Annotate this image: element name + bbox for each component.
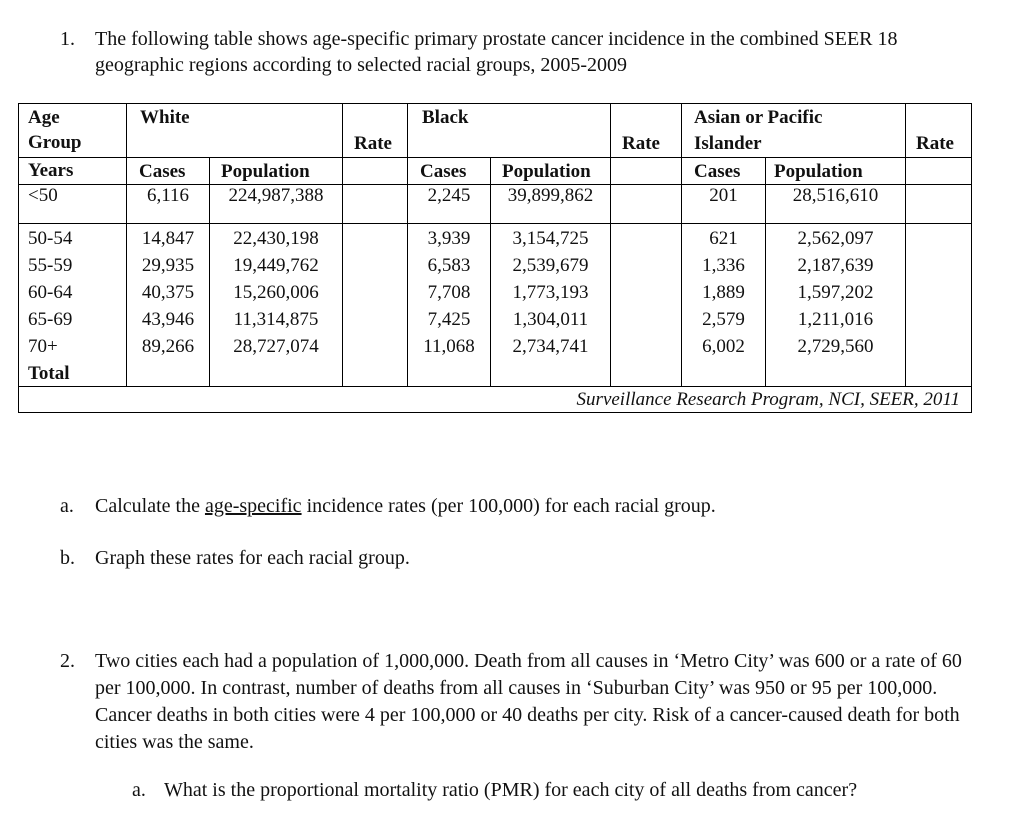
row-age: 50-54 xyxy=(28,228,73,249)
black-cases: 7,708 xyxy=(427,282,471,303)
row-age: <50 xyxy=(28,185,58,206)
white-rate-header: Rate xyxy=(354,133,392,154)
asian-header-line1: Asian or Pacific xyxy=(694,107,823,128)
age-header-line2: Group xyxy=(28,132,82,153)
row-age: 60-64 xyxy=(28,282,73,303)
asian-cases: 1,889 xyxy=(702,282,745,303)
asian-population: 2,187,639 xyxy=(797,255,874,276)
white-population: 19,449,762 xyxy=(233,255,319,276)
incidence-table xyxy=(18,103,972,413)
black-population: 2,734,741 xyxy=(512,336,589,357)
question-number: 1. xyxy=(60,28,75,50)
asian-cases: 6,002 xyxy=(702,336,745,357)
asian-cases: 2,579 xyxy=(702,309,745,330)
asian-cases: 621 xyxy=(709,228,738,249)
black-population: 1,304,011 xyxy=(512,309,589,330)
asian-header-line2: Islander xyxy=(694,133,762,154)
row-age: 55-59 xyxy=(28,255,73,276)
question-text-post: incidence rates (per 100,000) for each racial group. xyxy=(301,495,716,517)
table-source: Surveillance Research Program, NCI, SEER, 2011 xyxy=(576,389,960,410)
black-cases: 11,068 xyxy=(423,336,475,357)
white-population: 22,430,198 xyxy=(233,228,319,249)
black-cases: 6,583 xyxy=(427,255,471,276)
asian-population: 1,211,016 xyxy=(797,309,874,330)
black-header: Black xyxy=(422,107,469,128)
question-label: a. xyxy=(60,495,74,517)
white-cases: 29,935 xyxy=(141,255,195,276)
asian-population: 28,516,610 xyxy=(792,185,879,206)
white-cases: 43,946 xyxy=(141,309,195,330)
black-population-header: Population xyxy=(502,161,591,182)
row-age: 65-69 xyxy=(28,309,73,330)
question-text: Graph these rates for each racial group. xyxy=(95,547,410,569)
white-population-header: Population xyxy=(221,161,310,182)
black-rate-header: Rate xyxy=(622,133,660,154)
row-age: 70+ xyxy=(28,336,58,357)
asian-population: 2,562,097 xyxy=(797,228,874,249)
white-population: 15,260,006 xyxy=(233,282,319,303)
white-header: White xyxy=(140,107,190,128)
black-population: 1,773,193 xyxy=(512,282,589,303)
white-population: 11,314,875 xyxy=(233,309,319,330)
age-header-line3: Years xyxy=(28,160,74,181)
black-cases-header: Cases xyxy=(420,161,467,182)
question-label: b. xyxy=(60,547,75,569)
asian-cases: 201 xyxy=(709,185,738,206)
question-label: a. xyxy=(132,779,146,801)
question-text: The following table shows age-specific primary prostate cancer incidence in the combined SEER 18 geographic regions according to selected racial groups, 2005-2009 xyxy=(95,28,898,76)
question-2a xyxy=(132,779,857,802)
question-text: What is the proportional mortality ratio (PMR) for each city of all deaths from cancer? xyxy=(164,779,858,801)
asian-population-header: Population xyxy=(774,161,863,182)
asian-population: 1,597,202 xyxy=(797,282,874,303)
asian-population: 2,729,560 xyxy=(797,336,874,357)
asian-rate-header: Rate xyxy=(916,133,954,154)
age-header-line1: Age xyxy=(28,107,60,128)
white-cases-header: Cases xyxy=(139,161,186,182)
black-cases: 7,425 xyxy=(427,309,471,330)
question-number: 2. xyxy=(60,650,75,672)
question-text: Two cities each had a population of 1,000,000. Death from all causes in ‘Metro City’ was 600 or a rate of 60 per 100,000. In contrast, number of deaths from all causes in ‘Suburban City’ was 950 or 95 per 100,000. Cancer deaths in both cities were 4 per 100,000 or 40 deaths per city. Risk of a cancer-caused death for both cities was the same. xyxy=(95,650,962,753)
age-specific-term: age-specific xyxy=(204,495,302,517)
asian-cases: 1,336 xyxy=(702,255,745,276)
asian-cases-header: Cases xyxy=(694,161,741,182)
white-population: 28,727,074 xyxy=(233,336,319,357)
question-1b xyxy=(60,545,410,571)
black-cases: 2,245 xyxy=(427,185,471,206)
white-cases: 14,847 xyxy=(141,228,195,249)
black-population: 2,539,679 xyxy=(512,255,589,276)
black-population: 39,899,862 xyxy=(507,185,594,206)
black-population: 3,154,725 xyxy=(512,228,589,249)
question-text-pre: Calculate the xyxy=(95,495,205,517)
white-cases: 40,375 xyxy=(141,282,195,303)
total-label: Total xyxy=(28,363,70,384)
white-cases: 89,266 xyxy=(141,336,195,357)
white-cases: 6,116 xyxy=(146,185,190,206)
question-1a xyxy=(60,493,716,519)
black-cases: 3,939 xyxy=(427,228,471,249)
white-population: 224,987,388 xyxy=(228,185,324,206)
